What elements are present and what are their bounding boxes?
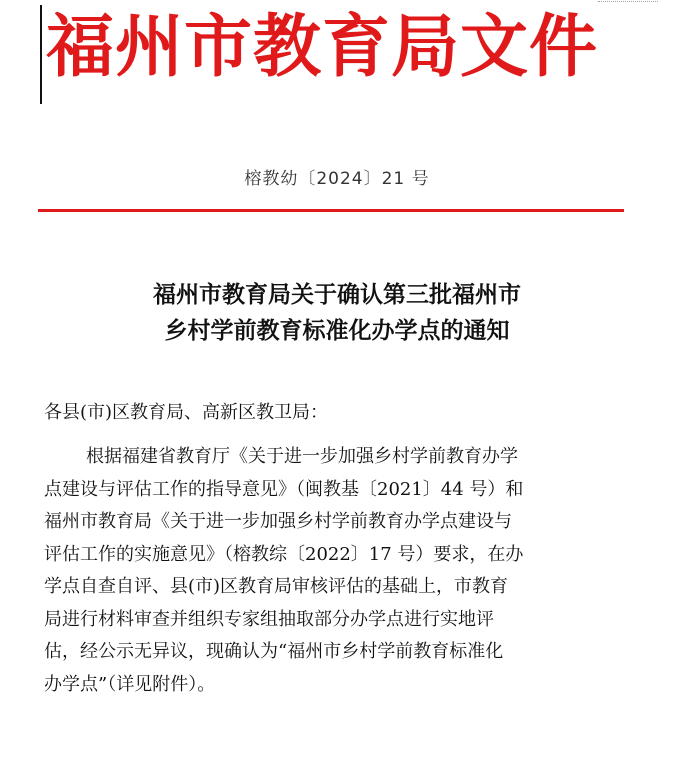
masthead-title: 福州市教育局文件 xyxy=(46,7,599,87)
body-line: 根据福建省教育厅《关于进一步加强乡村学前教育办学 xyxy=(86,446,518,467)
body-line: 局进行材料审查并组织专家组抽取部分办学点进行实地评 xyxy=(44,608,494,630)
body-line: 办学点”（详见附件）。 xyxy=(44,673,216,695)
salutation: 各县(市)区教育局、高新区教卫局： xyxy=(44,402,329,423)
notice-title-line-1: 福州市教育局关于确认第三批福州市 xyxy=(153,281,521,308)
document-number: 榕教幼〔2024〕21 号 xyxy=(244,169,430,189)
text-cursor xyxy=(40,5,42,104)
notice-title xyxy=(0,277,674,349)
notice-title-line-2: 乡村学前教育标准化办学点的通知 xyxy=(164,317,510,344)
body-paragraph xyxy=(44,441,634,701)
body-line: 点建设与评估工作的指导意见》（闽教基〔2021〕44 号）和 xyxy=(44,478,524,500)
red-separator-line xyxy=(38,209,624,212)
margin-guide-dots xyxy=(598,1,658,3)
body-line: 福州市教育局《关于进一步加强乡村学前教育办学点建设与 xyxy=(44,511,512,532)
body-line: 估，经公示无异议，现确认为“福州市乡村学前教育标准化 xyxy=(44,641,504,662)
page-top-edge xyxy=(0,0,674,1)
body-line: 评估工作的实施意见》（榕教综〔2022〕17 号）要求，在办 xyxy=(44,543,524,565)
body-line: 学点自查自评、县(市)区教育局审核评估的基础上，市教育 xyxy=(44,576,509,597)
